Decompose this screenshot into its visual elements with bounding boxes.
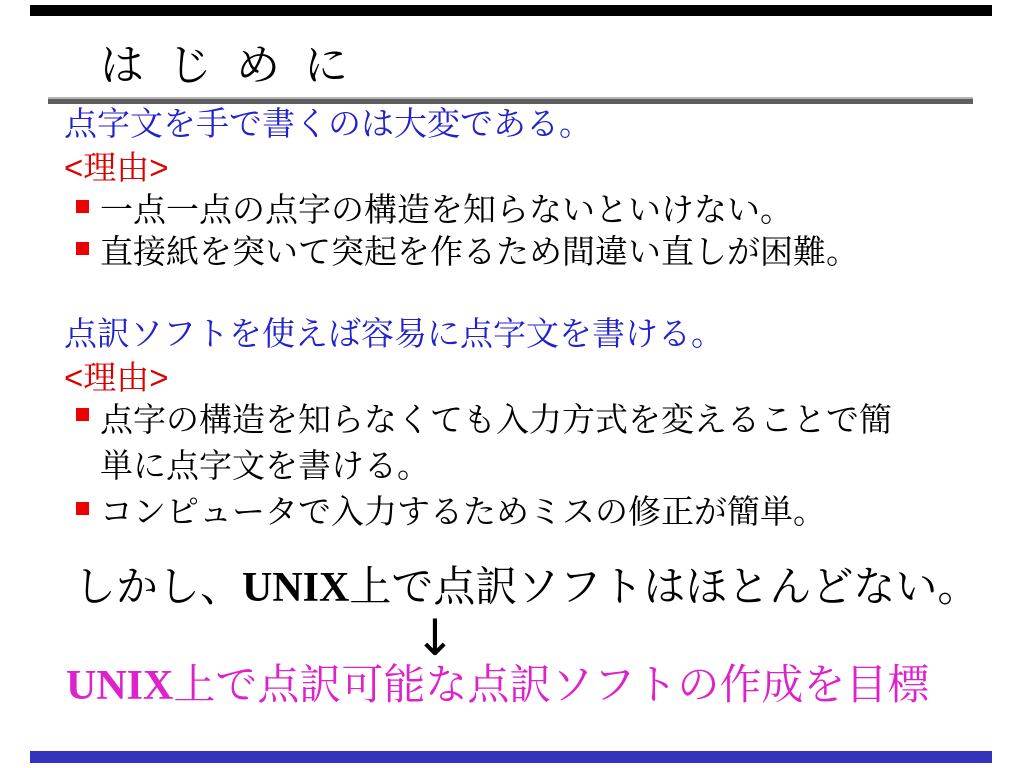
list-item-text: 点字の構造を知らなくても入力方式を変えることで簡 [100,403,892,439]
goal-latin: UNIX [66,663,174,709]
list-item-text: コンピュータで入力するためミスの修正が簡単。 [100,495,826,531]
goal-line [66,660,929,711]
section-lead: 点字文を手で書くのは大変である。 [64,107,592,143]
list-item-text: 直接紙を突いて突起を作るため間違い直しが困難。 [100,235,859,271]
conclusion-latin: UNIX [242,565,350,611]
bullet-icon [76,502,89,515]
conclusion-line [74,562,979,613]
bullet-icon [76,200,89,213]
list-item-text: 単に点字文を書ける。 [100,449,430,485]
page-title: はじめに [100,41,372,90]
goal-post: 上で点訳可能な点訳ソフトの作成を目標 [173,661,930,708]
section-lead: 点訳ソフトを使えば容易に点字文を書ける。 [64,317,724,353]
bullet-icon [76,408,89,421]
conclusion-post: 上で点訳ソフトはほとんどない。 [349,563,980,610]
top-bar [30,5,992,16]
down-arrow-icon: ↓ [414,609,456,667]
reason-label: <理由> [64,359,169,396]
title-rule [48,97,973,104]
bottom-bar [30,751,992,763]
bullet-icon [76,242,89,255]
reason-label: <理由> [64,149,169,186]
list-item-text: 一点一点の点字の構造を知らないといけない。 [100,193,793,229]
conclusion-pre: しかし、 [74,563,243,610]
